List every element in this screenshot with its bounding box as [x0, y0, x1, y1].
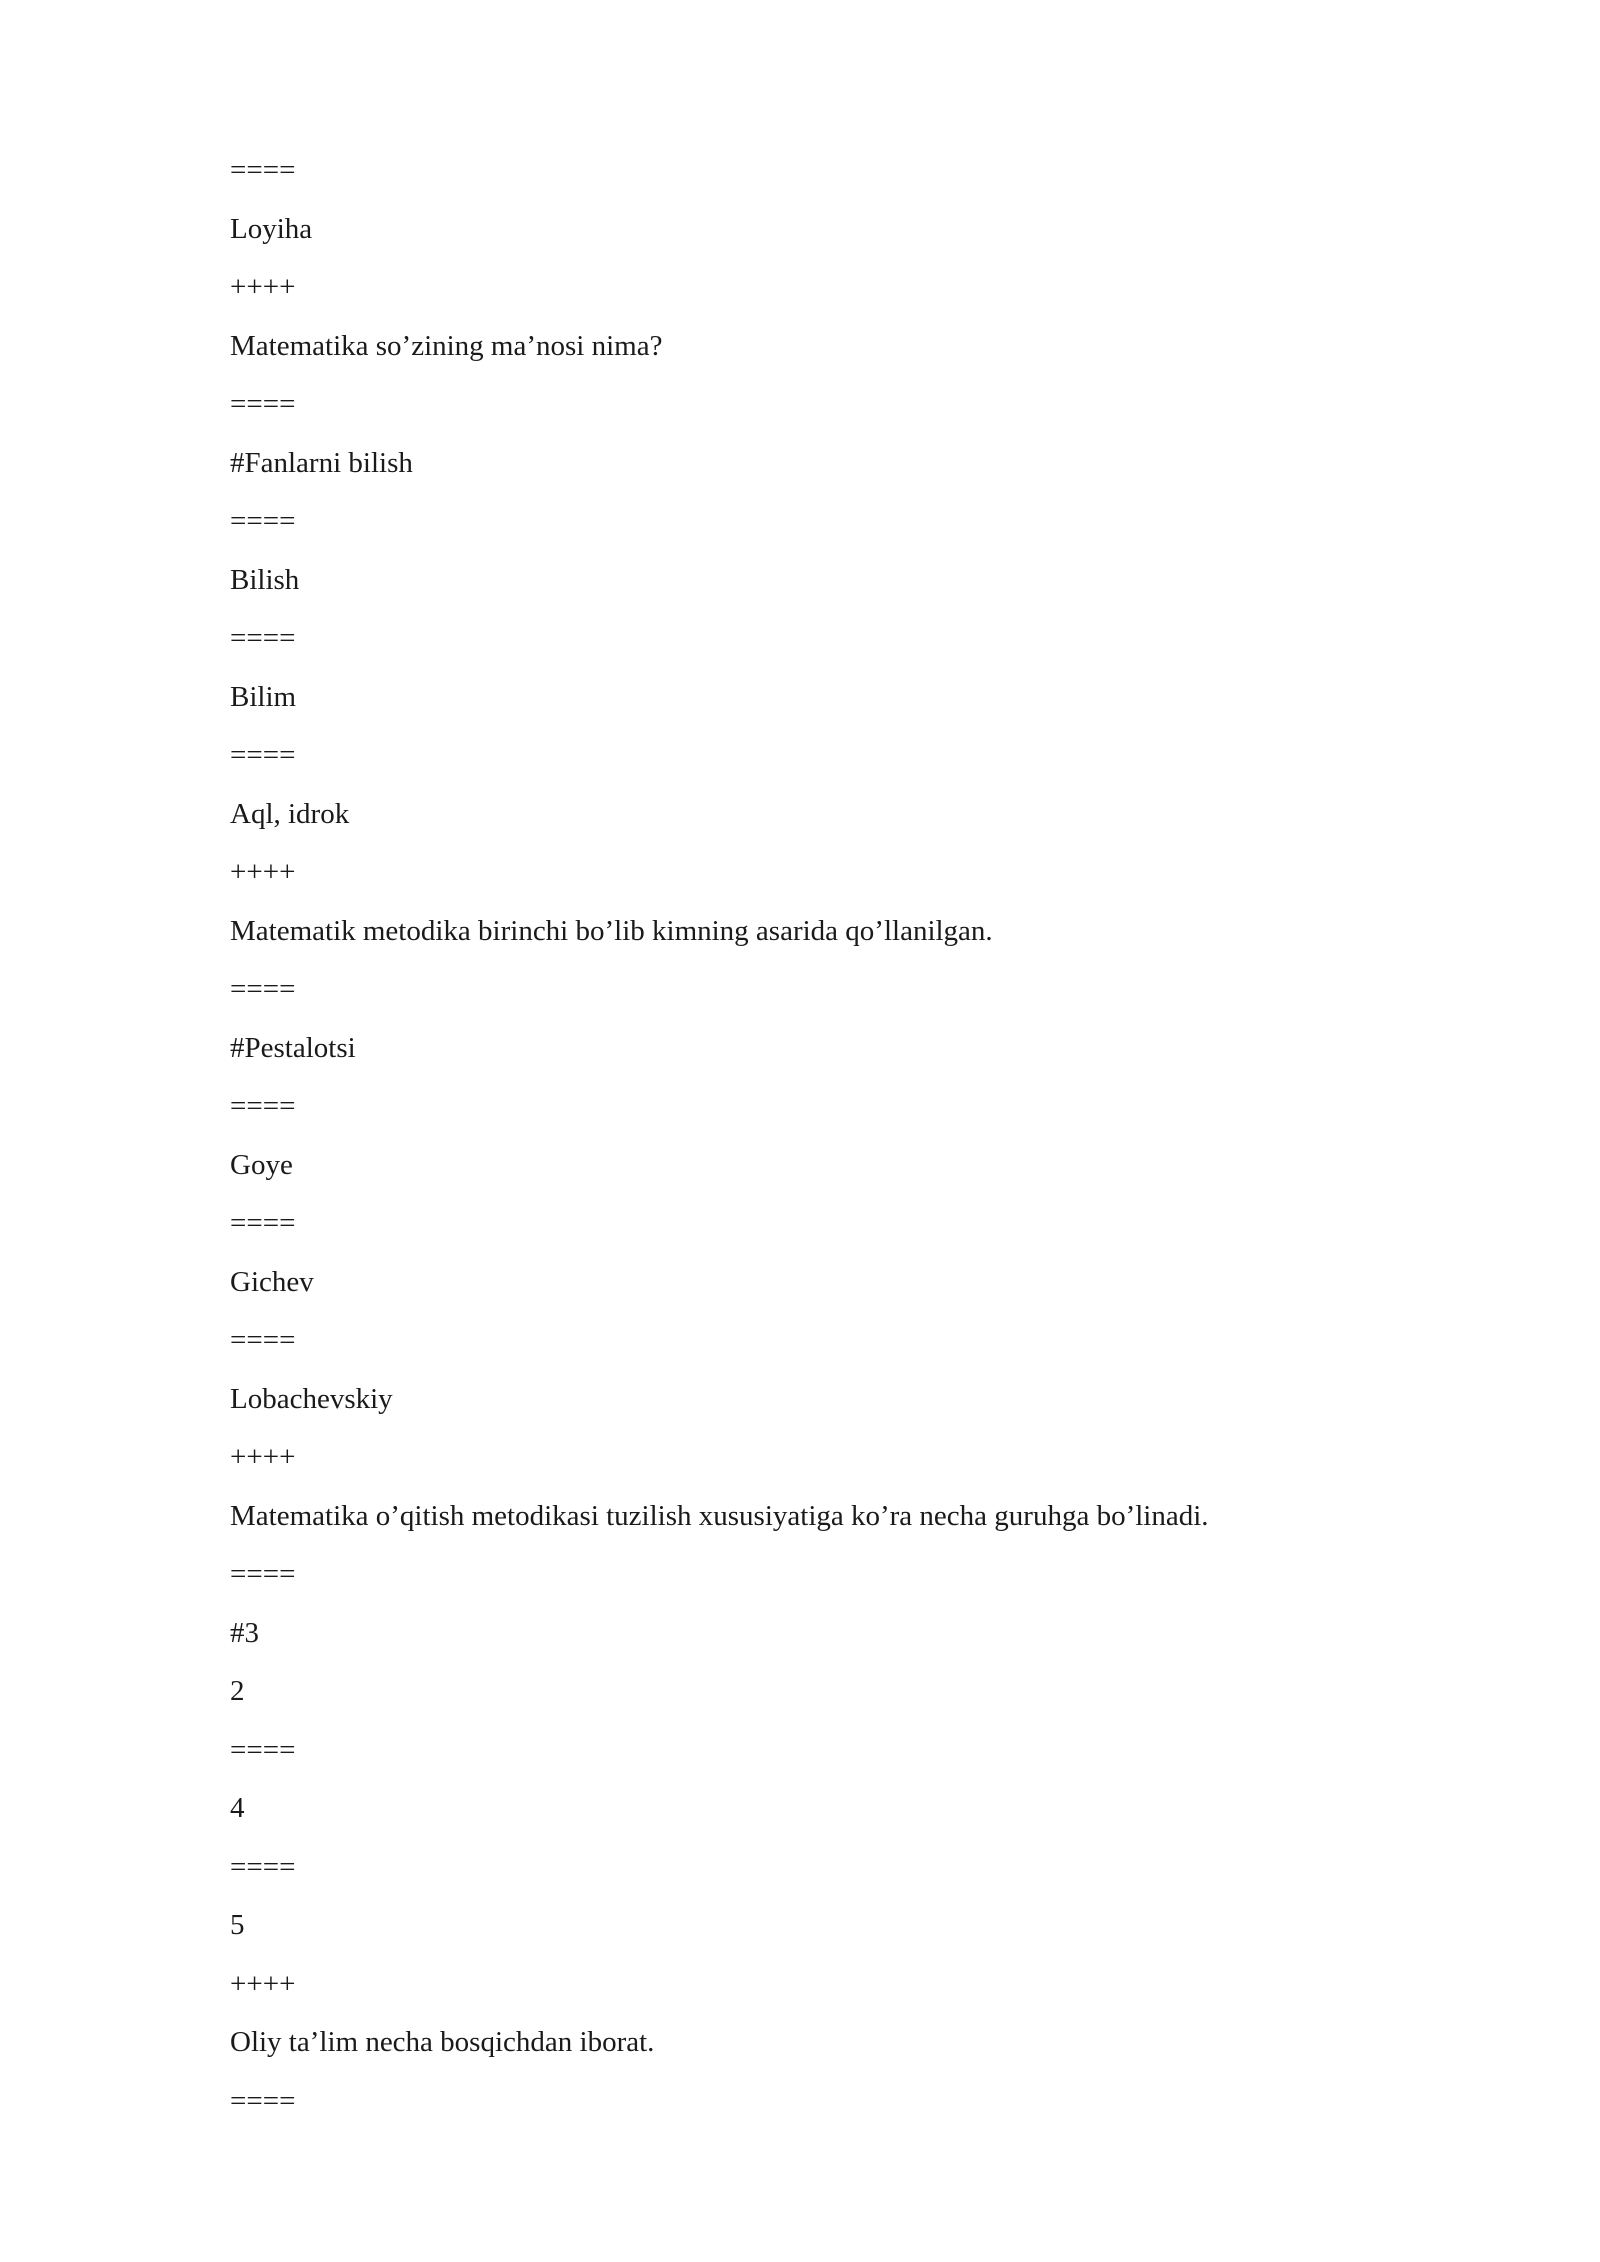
- text-line: ====: [230, 388, 296, 420]
- text-line: 2: [230, 1675, 245, 1707]
- text-line: ++++: [230, 856, 296, 888]
- text-line: ====: [230, 1207, 296, 1239]
- text-line: Bilim: [230, 681, 297, 713]
- text-line: ====: [230, 505, 296, 537]
- text-line: 5: [230, 1909, 245, 1941]
- text-line: #3: [230, 1617, 259, 1649]
- text-line: ====: [230, 739, 296, 771]
- text-line: ++++: [230, 1441, 296, 1473]
- text-line: Matematika o’qitish metodikasi tuzilish xususiyatiga ko’ra necha guruhga bo’linadi.: [230, 1500, 1209, 1532]
- text-line: ====: [230, 1734, 296, 1766]
- text-line: Bilish: [230, 564, 300, 596]
- text-line: ++++: [230, 271, 296, 303]
- text-line: Loyiha: [230, 213, 313, 245]
- text-line: 4: [230, 1792, 245, 1824]
- text-line: ====: [230, 1851, 296, 1883]
- text-line: ====: [230, 973, 296, 1005]
- text-line: Oliy ta’lim necha bosqichdan iborat.: [230, 2026, 655, 2058]
- text-line: Aql, idrok: [230, 798, 350, 830]
- text-line: ====: [230, 154, 296, 186]
- text-line: Gichev: [230, 1266, 314, 1298]
- text-line: ++++: [230, 1968, 296, 2000]
- text-line: ====: [230, 2085, 296, 2117]
- text-line: ====: [230, 1558, 296, 1590]
- text-line: Lobachevskiy: [230, 1383, 393, 1415]
- text-line: Goye: [230, 1149, 293, 1181]
- text-line: ====: [230, 1090, 296, 1122]
- text-line: Matematika so’zining ma’nosi nima?: [230, 330, 663, 362]
- text-line: ====: [230, 622, 296, 654]
- text-line: Matematik metodika birinchi bo’lib kimning asarida qo’llanilgan.: [230, 915, 993, 947]
- text-line: #Fanlarni bilish: [230, 447, 413, 479]
- text-line: #Pestalotsi: [230, 1032, 356, 1064]
- text-line: ====: [230, 1324, 296, 1356]
